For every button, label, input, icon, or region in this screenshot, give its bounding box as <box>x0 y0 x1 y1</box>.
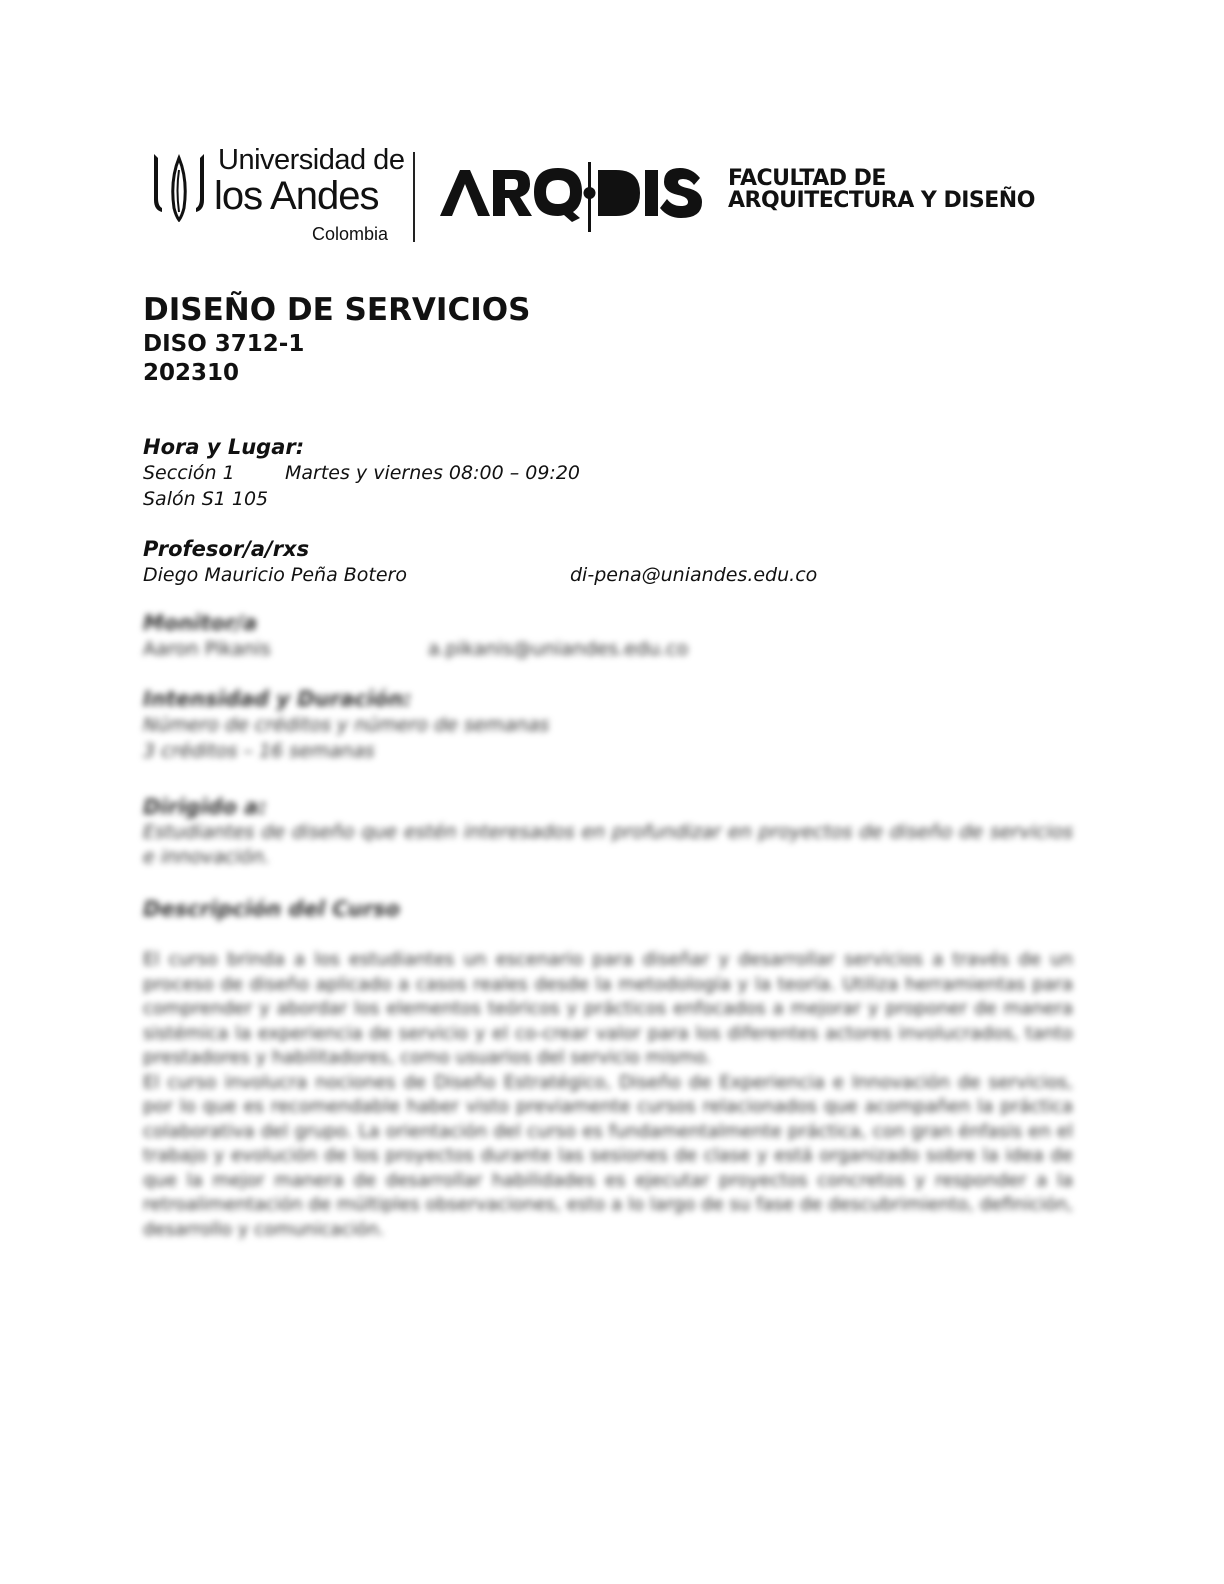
monitor-line <box>143 636 1073 662</box>
faculty-name-line2: ARQUITECTURA Y DISEÑO <box>728 188 1035 213</box>
course-period: 202310 <box>143 360 240 386</box>
schedule-line <box>143 460 1073 486</box>
professor-heading: Profesor/a/rxs <box>143 537 310 561</box>
header-logos <box>148 144 1068 248</box>
faculty-name-line1: FACULTAD DE <box>728 166 886 191</box>
uniandes-name-line1: Universidad de <box>218 144 405 176</box>
uniandes-name-line2: los Andes <box>214 174 379 218</box>
room: Salón S1 105 <box>143 488 269 510</box>
professor-email: di-pena@uniandes.edu.co <box>570 564 818 586</box>
professor-line <box>143 562 1073 588</box>
arqdis-logo <box>438 162 708 232</box>
description-paragraph-2: El curso involucra nociones de Diseño Estratégico, Diseño de Experiencia e Innovación de servicios, por lo que es recomendable haber visto previamente cursos relacionados que acompañen la práctica colaborativa del grupo. La orientación del curso es fundamentalmente práctica, con gran énfasis en el trabajo y evolución de los proyectos durante las sesiones de clase y está organizado sobre la idea de que la mejor manera de desarrollar habilidades es ejecutar proyectos concretos y responder a la retroalimentación de múltiples observaciones, esto a lo largo de su fase de descubrimiento, definición, desarrollo y comunicación. <box>143 1071 1073 1240</box>
monitor-email: a.pikanis@uniandes.edu.co <box>428 638 689 660</box>
professor-name: Diego Mauricio Peña Botero <box>143 564 407 586</box>
uniandes-emblem-icon <box>148 150 210 222</box>
monitor-heading: Monitor/a <box>143 611 258 635</box>
intensity-line1: Número de créditos y número de semanas <box>143 714 550 736</box>
uniandes-country: Colombia <box>312 224 389 244</box>
description-heading: Descripción del Curso <box>143 897 400 921</box>
schedule-heading: Hora y Lugar: <box>143 435 305 459</box>
audience-heading: Dirigido a: <box>143 795 267 819</box>
audience-text: Estudiantes de diseño que estén interesados en profundizar en proyectos de diseño de servicios e innovación. <box>143 821 1073 868</box>
description-paragraph-1: El curso brinda a los estudiantes un escenario para diseñar y desarrollar servicios a través de un proceso de diseño aplicado a casos reales desde la metodología y la teoría. Utiliza herramientas para comprender y abordar los elementos teóricos y prácticos enfocados a mejorar y proponer de manera sistémica la experiencia de servicio y el co-crear valor para los diferentes actores involucrados, tanto prestadores y habilitadores, como usuarios del servicio mismo. <box>143 949 1073 1068</box>
blurred-content <box>143 610 1073 1242</box>
intensity-heading: Intensidad y Duración: <box>143 687 412 711</box>
monitor-name: Aaron Pikanis <box>143 638 271 660</box>
section-label: Sección 1 <box>143 462 235 484</box>
intensity-line2: 3 créditos – 16 semanas <box>143 740 375 762</box>
course-code: DISO 3712-1 <box>143 331 305 357</box>
syllabus-body <box>143 290 1073 1242</box>
course-title: DISEÑO DE SERVICIOS <box>143 292 531 328</box>
class-times: Martes y viernes 08:00 – 09:20 <box>285 462 580 484</box>
uniandes-logo <box>148 144 405 244</box>
logo-divider <box>413 152 415 242</box>
faculty-name <box>728 168 1035 212</box>
